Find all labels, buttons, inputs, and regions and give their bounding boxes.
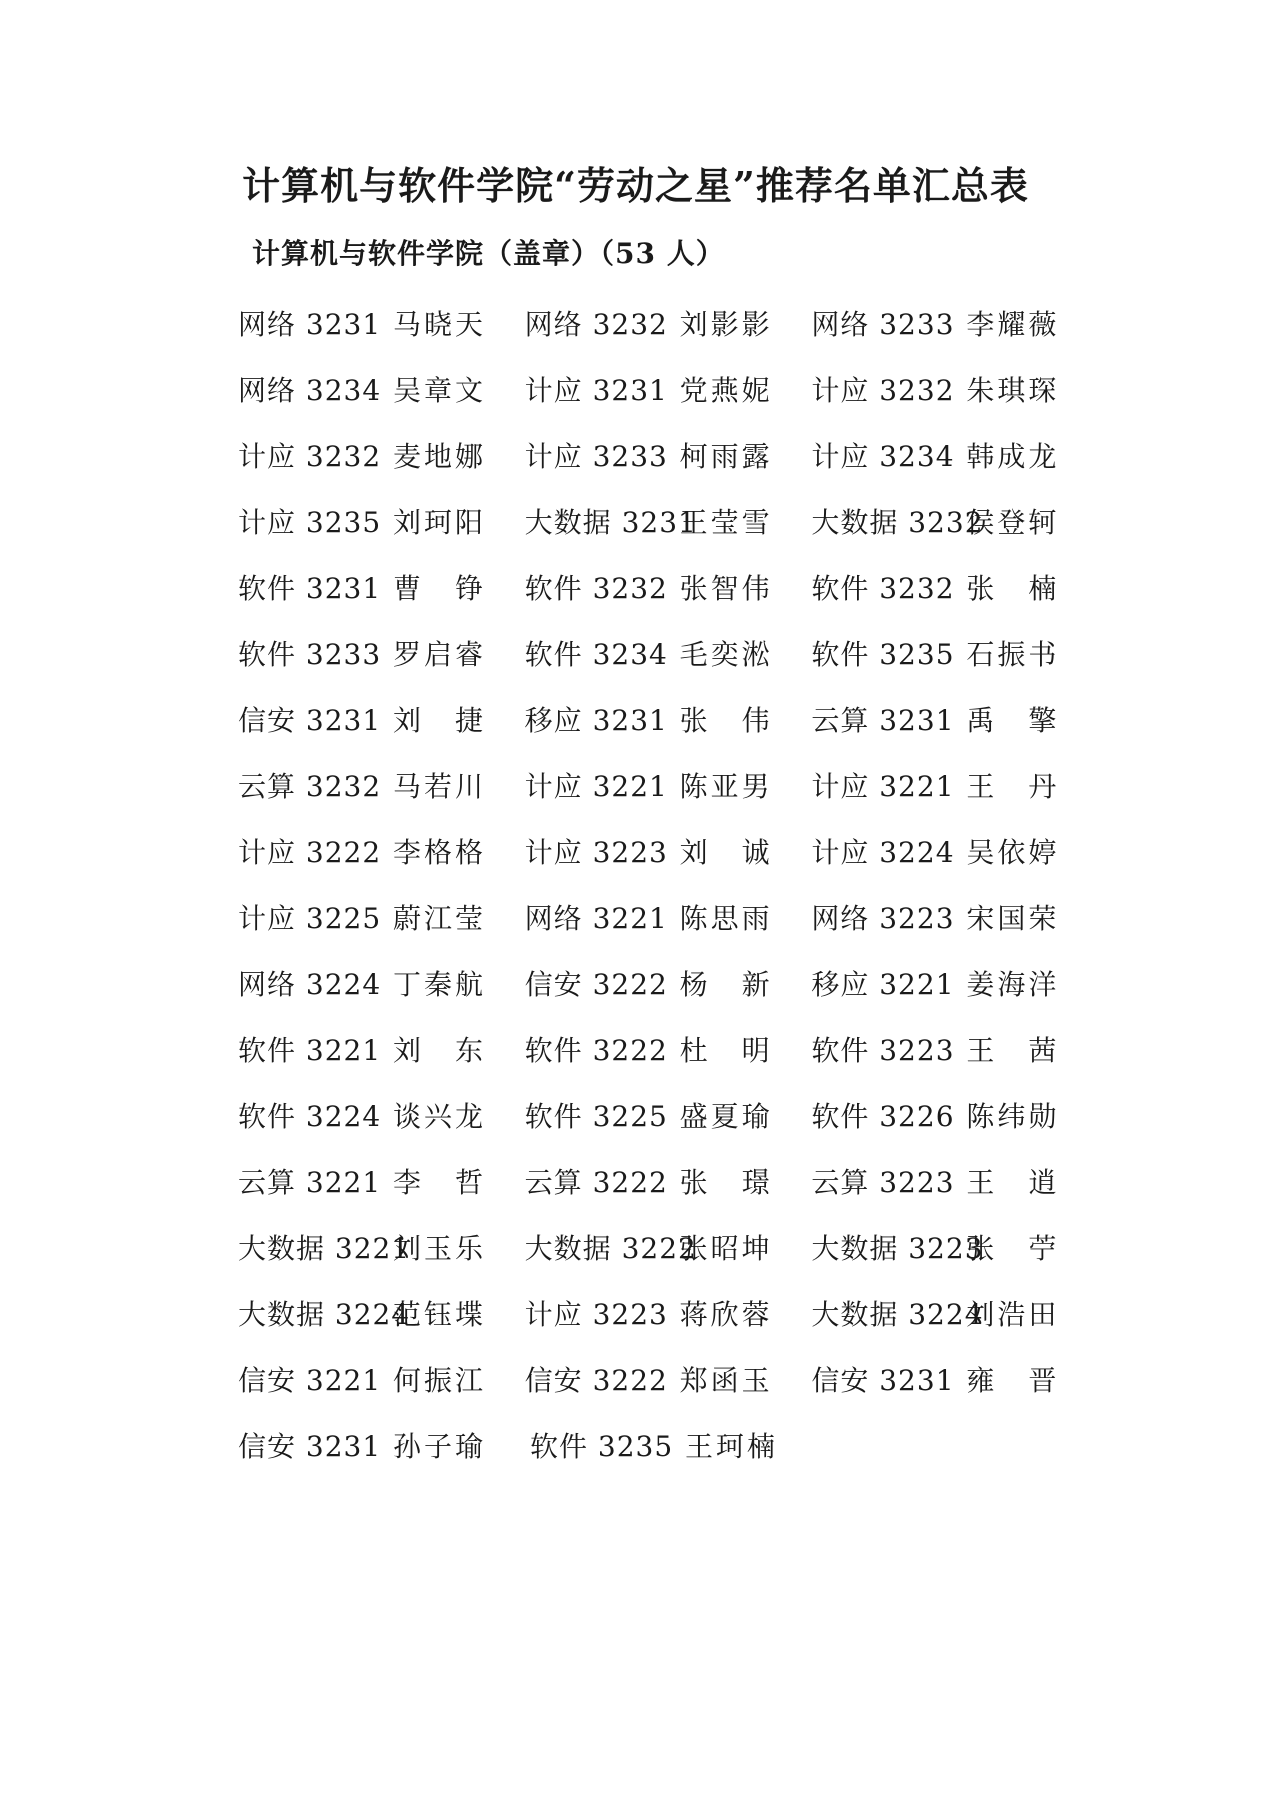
class-name: 云算 3231 (811, 704, 955, 737)
class-name: 大数据 3222 (524, 1232, 697, 1265)
student-name: 张 楠 (966, 572, 1060, 605)
nominee-entry (525, 1227, 812, 1267)
roster-row (238, 488, 1098, 554)
class-name: 软件 3232 (524, 572, 668, 605)
student-name: 姜海洋 (966, 968, 1060, 1001)
nominee-entry (525, 1359, 812, 1399)
class-name: 软件 3221 (238, 1034, 382, 1067)
nominee-entry (811, 501, 1098, 541)
nominee-entry (238, 963, 525, 1003)
roster-row (238, 1016, 1098, 1082)
nominee-entry (525, 567, 812, 607)
nominee-entry (525, 699, 812, 739)
class-name: 计应 3223 (524, 836, 668, 869)
student-name: 毛奕淞 (679, 638, 773, 671)
nominee-entry (238, 1161, 525, 1201)
student-name: 李格格 (393, 836, 487, 869)
student-name: 朱琪琛 (966, 374, 1060, 407)
nominee-entry (238, 1293, 525, 1333)
class-name: 网络 3234 (238, 374, 382, 407)
nominee-entry (811, 633, 1098, 673)
student-name: 范钰堞 (393, 1298, 487, 1331)
roster-row (238, 818, 1098, 884)
nominee-entry (525, 369, 812, 409)
roster-row (238, 620, 1098, 686)
roster-row (238, 422, 1098, 488)
student-name: 孙子瑜 (393, 1430, 487, 1463)
class-name: 软件 3223 (811, 1034, 955, 1067)
class-name: 软件 3233 (238, 638, 382, 671)
class-name: 软件 3224 (238, 1100, 382, 1133)
nominee-entry (525, 633, 812, 673)
nominee-entry (238, 765, 525, 805)
class-name: 计应 3232 (811, 374, 955, 407)
nominee-entry (525, 1293, 812, 1333)
nominee-entry (238, 831, 525, 871)
class-name: 软件 3222 (524, 1034, 668, 1067)
nominee-entry (525, 963, 812, 1003)
nominee-entry (238, 633, 525, 673)
student-name: 韩成龙 (966, 440, 1060, 473)
roster-row (238, 356, 1098, 422)
roster-row (238, 290, 1098, 356)
class-name: 软件 3231 (238, 572, 382, 605)
roster-row (238, 884, 1098, 950)
class-name: 信安 3222 (524, 1364, 668, 1397)
nominee-entry (525, 831, 812, 871)
nominee-entry (811, 1293, 1098, 1333)
nominee-entry (238, 1095, 525, 1135)
roster-row (238, 1346, 1098, 1412)
class-name: 信安 3222 (524, 968, 668, 1001)
nominee-entry (811, 1227, 1098, 1267)
nominee-entry (525, 1161, 812, 1201)
roster-row (238, 1148, 1098, 1214)
nominee-entry (238, 435, 525, 475)
student-name: 刘玉乐 (393, 1232, 487, 1265)
class-name: 云算 3222 (524, 1166, 668, 1199)
student-name: 党燕妮 (679, 374, 773, 407)
student-name: 张 璟 (679, 1166, 773, 1199)
student-name: 刘 诚 (679, 836, 773, 869)
nominee-entry (525, 303, 812, 343)
student-name: 张 伟 (679, 704, 773, 737)
nominee-entry (525, 1029, 812, 1069)
class-name: 计应 3234 (811, 440, 955, 473)
student-name: 谈兴龙 (393, 1100, 487, 1133)
class-name: 网络 3233 (811, 308, 955, 341)
class-name: 软件 3232 (811, 572, 955, 605)
nominee-entry (811, 435, 1098, 475)
class-name: 移应 3231 (524, 704, 668, 737)
student-name: 宋国荣 (966, 902, 1060, 935)
student-name: 马晓天 (393, 308, 487, 341)
student-name: 石振书 (966, 638, 1060, 671)
student-name: 陈纬勋 (966, 1100, 1060, 1133)
nominee-entry (811, 1029, 1098, 1069)
student-name: 张智伟 (679, 572, 773, 605)
nominee-entry (525, 765, 812, 805)
student-name: 陈亚男 (679, 770, 773, 803)
nominee-entry (811, 1095, 1098, 1135)
nominee-entry (525, 1095, 812, 1135)
student-name: 侯登轲 (966, 506, 1060, 539)
nominee-entry (811, 897, 1098, 937)
class-name: 大数据 3224 (238, 1298, 411, 1331)
student-name: 郑函玉 (679, 1364, 773, 1397)
roster-row (238, 1082, 1098, 1148)
roster-row (238, 1412, 1098, 1478)
class-name: 计应 3231 (524, 374, 668, 407)
student-name: 雍 晋 (966, 1364, 1060, 1397)
student-name: 麦地娜 (393, 440, 487, 473)
class-name: 信安 3221 (238, 1364, 382, 1397)
student-name: 盛夏瑜 (679, 1100, 773, 1133)
roster-row (238, 950, 1098, 1016)
nominee-entry (811, 369, 1098, 409)
class-name: 计应 3235 (238, 506, 382, 539)
student-name: 曹 铮 (393, 572, 487, 605)
class-name: 软件 3225 (524, 1100, 668, 1133)
student-name: 何振江 (393, 1364, 487, 1397)
student-name: 吴依婷 (966, 836, 1060, 869)
student-name: 李 哲 (393, 1166, 487, 1199)
class-name: 网络 3232 (524, 308, 668, 341)
nominee-entry (525, 435, 812, 475)
class-name: 大数据 3232 (811, 506, 984, 539)
student-name: 丁秦航 (393, 968, 487, 1001)
student-name: 刘 捷 (393, 704, 487, 737)
nominee-entry (811, 831, 1098, 871)
student-name: 吴章文 (393, 374, 487, 407)
student-name: 张 苧 (966, 1232, 1060, 1265)
nominee-entry (238, 1425, 530, 1465)
class-name: 软件 3235 (530, 1430, 674, 1463)
class-name: 云算 3223 (811, 1166, 955, 1199)
class-name: 大数据 3223 (811, 1232, 984, 1265)
student-name: 刘影影 (679, 308, 773, 341)
class-name: 计应 3221 (524, 770, 668, 803)
nominee-entry (530, 1425, 822, 1465)
student-name: 杨 新 (679, 968, 773, 1001)
nominee-entry (811, 1161, 1098, 1201)
class-name: 计应 3233 (524, 440, 668, 473)
class-name: 计应 3225 (238, 902, 382, 935)
class-name: 软件 3235 (811, 638, 955, 671)
nominee-entry (238, 501, 525, 541)
nominee-entry (238, 1227, 525, 1267)
student-name: 王莹雪 (679, 506, 773, 539)
page-title: 计算机与软件学院“劳动之星”推荐名单汇总表 (242, 163, 1029, 208)
nominee-entry (811, 303, 1098, 343)
nominee-entry (238, 699, 525, 739)
class-name: 计应 3221 (811, 770, 955, 803)
class-name: 大数据 3231 (524, 506, 697, 539)
nominee-roster (238, 290, 1098, 1478)
student-name: 蒋欣蓉 (679, 1298, 773, 1331)
nominee-entry (811, 765, 1098, 805)
nominee-entry (238, 567, 525, 607)
student-name: 柯雨露 (679, 440, 773, 473)
class-name: 信安 3231 (811, 1364, 955, 1397)
student-name: 蔚江莹 (393, 902, 487, 935)
nominee-entry (525, 501, 812, 541)
class-name: 计应 3223 (524, 1298, 668, 1331)
class-name: 云算 3221 (238, 1166, 382, 1199)
class-name: 网络 3223 (811, 902, 955, 935)
student-name: 张昭坤 (679, 1232, 773, 1265)
student-name: 王 逍 (966, 1166, 1060, 1199)
roster-row (238, 1214, 1098, 1280)
class-name: 信安 3231 (238, 1430, 382, 1463)
class-name: 网络 3231 (238, 308, 382, 341)
nominee-entry (525, 897, 812, 937)
nominee-entry (238, 303, 525, 343)
class-name: 云算 3232 (238, 770, 382, 803)
nominee-entry (811, 567, 1098, 607)
roster-row (238, 1280, 1098, 1346)
nominee-entry (238, 1029, 525, 1069)
student-name: 李耀薇 (966, 308, 1060, 341)
class-name: 信安 3231 (238, 704, 382, 737)
student-name: 刘 东 (393, 1034, 487, 1067)
class-name: 计应 3222 (238, 836, 382, 869)
student-name: 杜 明 (679, 1034, 773, 1067)
page-subtitle: 计算机与软件学院（盖章）（53 人） (252, 237, 725, 270)
class-name: 移应 3221 (811, 968, 955, 1001)
nominee-entry (811, 1359, 1098, 1399)
roster-row (238, 686, 1098, 752)
student-name: 刘浩田 (966, 1298, 1060, 1331)
nominee-entry (811, 699, 1098, 739)
student-name: 马若川 (393, 770, 487, 803)
roster-row (238, 554, 1098, 620)
class-name: 大数据 3221 (238, 1232, 411, 1265)
nominee-entry (238, 1359, 525, 1399)
nominee-entry (238, 897, 525, 937)
student-name: 王 茜 (966, 1034, 1060, 1067)
student-name: 罗启睿 (393, 638, 487, 671)
class-name: 计应 3232 (238, 440, 382, 473)
class-name: 大数据 3224 (811, 1298, 984, 1331)
class-name: 软件 3234 (524, 638, 668, 671)
class-name: 计应 3224 (811, 836, 955, 869)
class-name: 网络 3224 (238, 968, 382, 1001)
student-name: 王珂楠 (685, 1430, 779, 1463)
class-name: 软件 3226 (811, 1100, 955, 1133)
nominee-entry (238, 369, 525, 409)
nominee-entry (811, 963, 1098, 1003)
student-name: 禹 擎 (966, 704, 1060, 737)
student-name: 王 丹 (966, 770, 1060, 803)
student-name: 陈思雨 (679, 902, 773, 935)
student-name: 刘珂阳 (393, 506, 487, 539)
class-name: 网络 3221 (524, 902, 668, 935)
roster-row (238, 752, 1098, 818)
